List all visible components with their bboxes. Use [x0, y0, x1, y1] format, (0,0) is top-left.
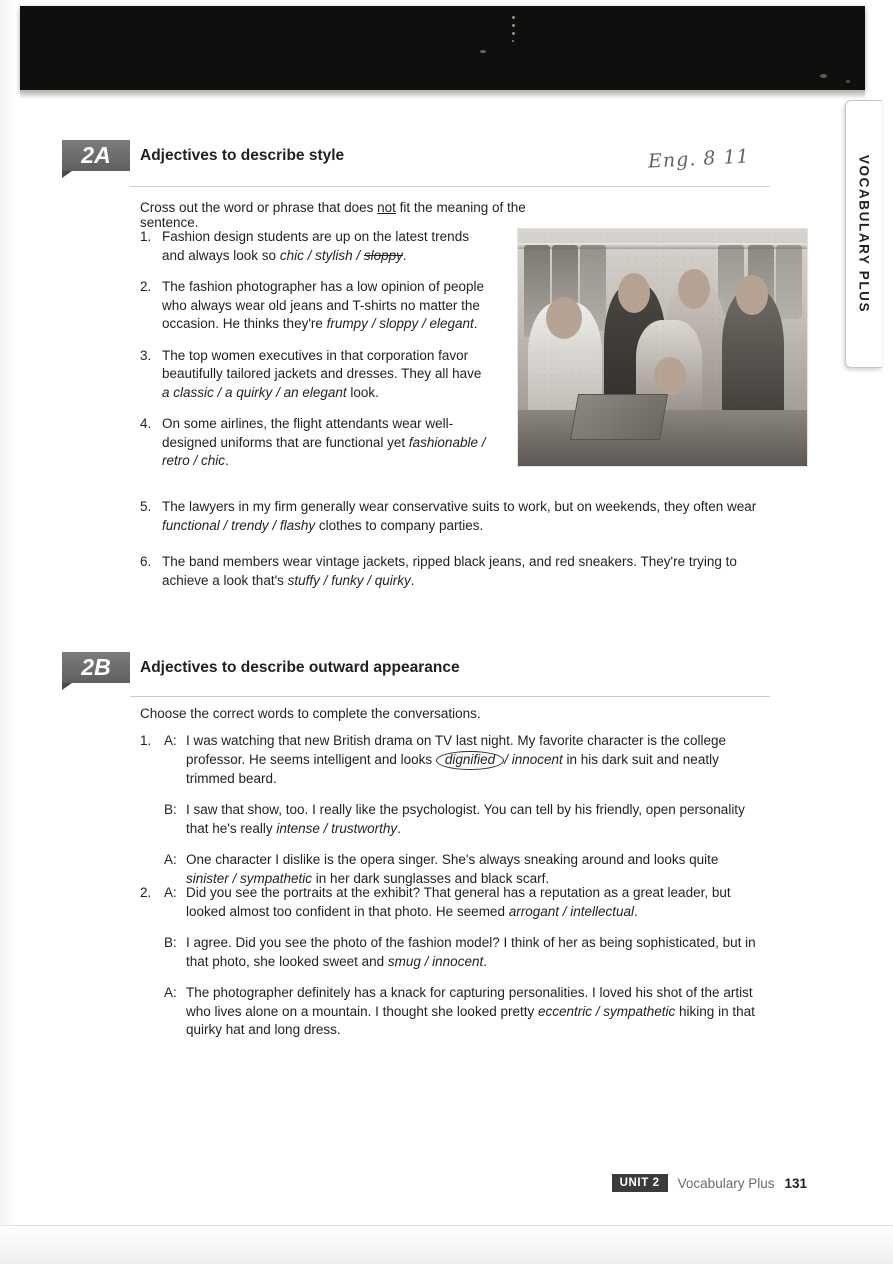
item-tail: . — [402, 247, 407, 263]
conversation-1 — [140, 732, 760, 901]
unit-badge: UNIT 2 — [612, 1174, 668, 1192]
section-2a-instruction — [140, 200, 560, 230]
speaker-label: B: — [164, 935, 177, 950]
instruction-post: fit the meaning of the sentence. — [140, 200, 526, 230]
item-choice[interactable]: a classic — [162, 384, 214, 400]
item-tail: clothes to company parties. — [315, 517, 484, 533]
section-2b-header — [62, 652, 460, 683]
list-item — [140, 801, 760, 838]
line-text-post: in her dark sunglasses and black scarf. — [312, 870, 550, 886]
list-item: 2. The fashion photographer has a low opinion of people who always wear old jeans and T-shirts no matter the occasion. He thinks they're frumpy / sloppy / elegant. — [140, 279, 484, 331]
item-choice[interactable]: sloppy — [379, 316, 419, 331]
item-choice[interactable]: chic — [201, 453, 226, 468]
list-item: 5. The lawyers in my firm generally wear conservative suits to work, but on weekends, they often wear functional / trendy / flashy clothes to company parties. — [140, 499, 757, 533]
list-item — [140, 984, 760, 1040]
item-choice[interactable]: retro — [162, 453, 190, 468]
list-item — [140, 884, 760, 921]
section-2b-rule — [130, 696, 770, 697]
line-text: Did you see the portraits at the exhibit? That general has a reputation as a great leader, but looked almost too confident in that photo. He seemed — [186, 885, 731, 919]
line-text-post: . — [397, 820, 401, 836]
instruction-underlined-word: not — [377, 200, 396, 215]
section-2a-items — [140, 228, 492, 484]
item-choice-struck[interactable]: sloppy — [363, 247, 403, 263]
line-text: The photographer definitely has a knack for capturing personalities. I loved his shot of the artist who lives alone on a mountain. I thought she looked pretty — [186, 985, 753, 1019]
section-2a-items-wide — [140, 498, 760, 603]
line-choice[interactable]: / innocent — [504, 751, 563, 767]
line-text-post: . — [634, 903, 638, 919]
line-choice[interactable]: arrogant / intellectual — [508, 903, 635, 919]
section-2b-title: Adjectives to describe outward appearance — [140, 659, 460, 676]
item-text: On some airlines, the flight attendants wear well-designed uniforms that are functional yet — [162, 416, 454, 450]
item-choice[interactable]: frumpy — [326, 316, 368, 331]
item-choice[interactable]: quirky — [374, 572, 411, 588]
item-tail: . — [225, 453, 229, 468]
speaker-label: A: — [164, 985, 177, 1000]
line-text: I was watching that new British drama on TV last night. My favorite character is the college professor. He seems intelligent and looks — [186, 733, 726, 767]
item-text: The fashion photographer has a low opinion of people who always wear old jeans and T-shirts no matter the occasion. He thinks they're — [162, 279, 484, 331]
item-tail: . — [473, 316, 478, 331]
line-text: I saw that show, too. I really like the psychologist. You can tell by his friendly, open personality that he's really — [186, 802, 745, 836]
list-item: 4. On some airlines, the flight attendants wear well-designed uniforms that are functional yet fashionable / retro / chic. — [140, 416, 486, 468]
list-item: 6. The band members wear vintage jackets, ripped black jeans, and red sneakers. They're trying to achieve a look that's stuffy / funky / quirky. — [140, 554, 737, 588]
list-item: 1. Fashion design students are up on the latest trends and always look so chic / stylish / sloppy. — [140, 229, 469, 263]
item-choice[interactable]: functional — [162, 517, 220, 533]
speaker-label: A: — [164, 885, 177, 900]
item-choice[interactable]: elegant — [429, 316, 474, 331]
item-choice[interactable]: trendy — [231, 517, 269, 533]
section-2a-header — [62, 140, 344, 171]
item-tail: . — [410, 572, 415, 588]
line-text-post: hiking in that quirky hat and long dress. — [186, 1003, 755, 1037]
conversation-2 — [140, 884, 760, 1053]
band-shadow — [20, 90, 865, 99]
item-choice[interactable]: an elegant — [283, 384, 347, 400]
item-number: 5. — [140, 499, 152, 514]
line-choice[interactable]: eccentric / sympathetic — [537, 1003, 676, 1019]
item-text: The top women executives in that corporation favor beautifully tailored jackets and dresses. They all have — [162, 347, 482, 381]
lesson-photo — [517, 228, 808, 467]
line-text: I agree. Did you see the photo of the fashion model? I think of her as being sophisticated, but in that photo, she looked sweet and — [186, 935, 756, 969]
line-choice[interactable]: smug / innocent — [387, 953, 484, 969]
item-tail: look. — [346, 384, 379, 400]
item-text: The band members wear vintage jackets, ripped black jeans, and red sneakers. They're trying to achieve a look that's — [162, 554, 737, 588]
side-tab-label: VOCABULARY PLUS — [856, 154, 872, 314]
item-number: 1. — [140, 733, 152, 748]
item-text: Fashion design students are up on the latest trends and always look so — [162, 229, 469, 263]
line-text: One character I dislike is the opera singer. She's always sneaking around and looks quite — [186, 852, 719, 867]
page-number: 131 — [784, 1175, 807, 1191]
page-top-dark-band — [20, 6, 865, 90]
item-choice[interactable]: chic — [279, 247, 304, 263]
section-2b-instruction: Choose the correct words to complete the conversations. — [140, 706, 481, 721]
speaker-label: B: — [164, 802, 177, 817]
item-number: 1. — [140, 229, 152, 244]
line-text-post: in his dark suit and neatly trimmed beard. — [186, 751, 719, 786]
item-number: 3. — [140, 347, 152, 363]
item-choice[interactable]: stuffy — [287, 572, 320, 588]
item-choice[interactable]: flashy — [279, 517, 316, 533]
section-2a-rule — [130, 186, 770, 187]
footer-section-label: Vocabulary Plus — [677, 1175, 775, 1191]
instruction-pre: Cross out the word or phrase that does — [140, 200, 378, 215]
speaker-label: A: — [164, 733, 177, 748]
section-2a-title: Adjectives to describe style — [140, 147, 345, 164]
list-item: 3. The top women executives in that corporation favor beautifully tailored jackets and dresses. They all have a classic / a quirky / an elegant look. — [140, 347, 482, 400]
scan-edge-bottom — [0, 1225, 893, 1264]
item-number: 6. — [140, 554, 152, 569]
item-choice[interactable]: fashionable — [408, 434, 478, 450]
section-2a-badge: 2A — [62, 140, 130, 171]
speaker-label: A: — [164, 852, 177, 867]
scan-edge-left — [0, 0, 16, 1264]
item-number: 2. — [140, 279, 152, 294]
handwritten-note: Eng. 8 11 — [647, 145, 751, 173]
item-choice[interactable]: a quirky — [225, 384, 273, 400]
circled-answer[interactable]: dignified — [436, 751, 504, 770]
item-number: 4. — [140, 416, 152, 431]
list-item — [140, 851, 760, 888]
item-number: 2. — [140, 885, 152, 900]
list-item — [140, 732, 760, 788]
section-2b-badge: 2B — [62, 652, 130, 683]
item-text: The lawyers in my firm generally wear conservative suits to work, but on weekends, they often wear — [162, 499, 757, 514]
line-text-post: . — [483, 953, 487, 969]
section-side-tab — [845, 100, 882, 368]
item-choice[interactable]: stylish — [315, 247, 353, 263]
list-item — [140, 934, 760, 971]
line-choice[interactable]: intense / trustworthy — [276, 820, 398, 836]
line-choice[interactable]: sinister / sympathetic — [186, 870, 313, 886]
page-footer — [612, 1174, 807, 1192]
item-choice[interactable]: funky — [331, 572, 364, 588]
